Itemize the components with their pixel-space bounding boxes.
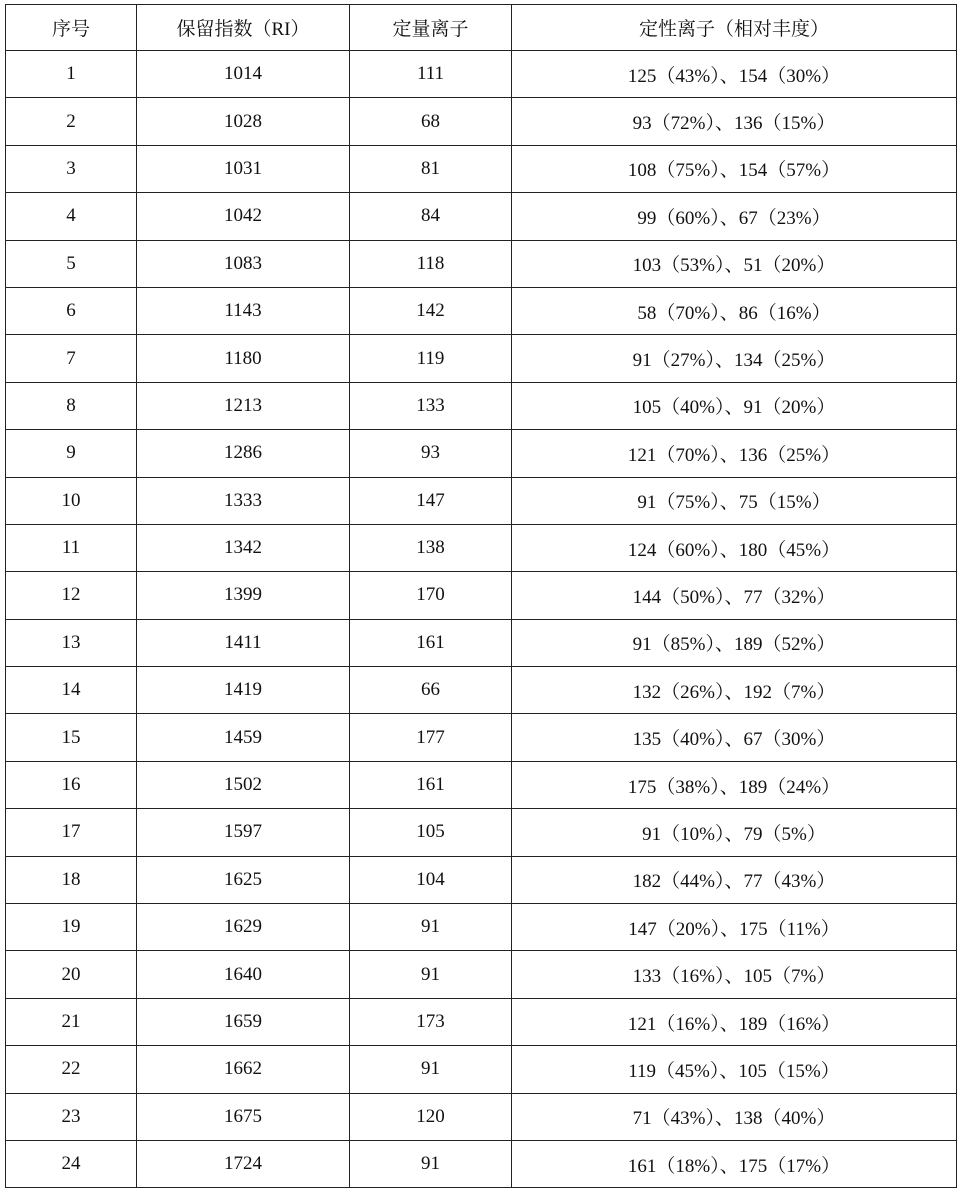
ion-data-table [5, 4, 957, 1188]
cell-retention-index: 1286 [137, 430, 350, 477]
cell-qual-ions: 91（10%）、79（5%） [512, 809, 957, 856]
cell-retention-index: 1031 [137, 145, 350, 192]
header-retention-index: 保留指数（RI） [137, 5, 350, 51]
cell-index: 22 [6, 1046, 137, 1093]
cell-qual-ions: 132（26%）、192（7%） [512, 667, 957, 714]
cell-qual-ions: 182（44%）、77（43%） [512, 856, 957, 903]
cell-quant-ion: 91 [350, 904, 512, 951]
cell-quant-ion: 119 [350, 335, 512, 382]
cell-retention-index: 1629 [137, 904, 350, 951]
cell-retention-index: 1625 [137, 856, 350, 903]
cell-index: 7 [6, 335, 137, 382]
table-row [6, 809, 957, 856]
cell-qual-ions: 133（16%）、105（7%） [512, 951, 957, 998]
cell-quant-ion: 120 [350, 1093, 512, 1140]
cell-quant-ion: 147 [350, 477, 512, 524]
cell-qual-ions: 175（38%）、189（24%） [512, 761, 957, 808]
table-row [6, 619, 957, 666]
cell-index: 14 [6, 667, 137, 714]
cell-index: 18 [6, 856, 137, 903]
cell-retention-index: 1342 [137, 524, 350, 571]
cell-qual-ions: 71（43%）、138（40%） [512, 1093, 957, 1140]
cell-retention-index: 1213 [137, 382, 350, 429]
cell-quant-ion: 133 [350, 382, 512, 429]
table-row [6, 667, 957, 714]
cell-quant-ion: 118 [350, 240, 512, 287]
cell-qual-ions: 91（75%）、75（15%） [512, 477, 957, 524]
cell-index: 15 [6, 714, 137, 761]
cell-quant-ion: 161 [350, 619, 512, 666]
cell-quant-ion: 66 [350, 667, 512, 714]
cell-qual-ions: 103（53%）、51（20%） [512, 240, 957, 287]
cell-qual-ions: 135（40%）、67（30%） [512, 714, 957, 761]
cell-quant-ion: 105 [350, 809, 512, 856]
table-row [6, 1140, 957, 1187]
table-row [6, 98, 957, 145]
cell-quant-ion: 91 [350, 1046, 512, 1093]
cell-retention-index: 1724 [137, 1140, 350, 1187]
table-row [6, 430, 957, 477]
cell-qual-ions: 119（45%）、105（15%） [512, 1046, 957, 1093]
cell-index: 23 [6, 1093, 137, 1140]
cell-index: 17 [6, 809, 137, 856]
table-row [6, 856, 957, 903]
cell-retention-index: 1662 [137, 1046, 350, 1093]
table-row [6, 145, 957, 192]
cell-retention-index: 1333 [137, 477, 350, 524]
cell-index: 12 [6, 572, 137, 619]
cell-index: 3 [6, 145, 137, 192]
table-row [6, 904, 957, 951]
table-row [6, 382, 957, 429]
table-row [6, 193, 957, 240]
cell-retention-index: 1459 [137, 714, 350, 761]
cell-index: 5 [6, 240, 137, 287]
table-row [6, 761, 957, 808]
cell-index: 8 [6, 382, 137, 429]
table-header [6, 5, 957, 51]
cell-index: 16 [6, 761, 137, 808]
header-index: 序号 [6, 5, 137, 51]
cell-qual-ions: 125（43%）、154（30%） [512, 51, 957, 98]
cell-quant-ion: 81 [350, 145, 512, 192]
header-quant-ion: 定量离子 [350, 5, 512, 51]
table-row [6, 51, 957, 98]
table-row [6, 287, 957, 334]
table-row [6, 998, 957, 1045]
cell-retention-index: 1014 [137, 51, 350, 98]
cell-index: 20 [6, 951, 137, 998]
cell-qual-ions: 91（85%）、189（52%） [512, 619, 957, 666]
cell-retention-index: 1419 [137, 667, 350, 714]
cell-quant-ion: 138 [350, 524, 512, 571]
table-row [6, 572, 957, 619]
cell-retention-index: 1143 [137, 287, 350, 334]
cell-retention-index: 1675 [137, 1093, 350, 1140]
cell-quant-ion: 91 [350, 1140, 512, 1187]
cell-retention-index: 1597 [137, 809, 350, 856]
cell-retention-index: 1028 [137, 98, 350, 145]
cell-index: 10 [6, 477, 137, 524]
table-row [6, 335, 957, 382]
cell-quant-ion: 142 [350, 287, 512, 334]
header-qual-ions: 定性离子（相对丰度） [512, 5, 957, 51]
cell-index: 24 [6, 1140, 137, 1187]
cell-quant-ion: 111 [350, 51, 512, 98]
cell-qual-ions: 108（75%）、154（57%） [512, 145, 957, 192]
table-row [6, 1046, 957, 1093]
cell-qual-ions: 58（70%）、86（16%） [512, 287, 957, 334]
cell-index: 6 [6, 287, 137, 334]
cell-qual-ions: 121（70%）、136（25%） [512, 430, 957, 477]
cell-retention-index: 1502 [137, 761, 350, 808]
cell-retention-index: 1083 [137, 240, 350, 287]
cell-qual-ions: 161（18%）、175（17%） [512, 1140, 957, 1187]
cell-qual-ions: 121（16%）、189（16%） [512, 998, 957, 1045]
cell-qual-ions: 91（27%）、134（25%） [512, 335, 957, 382]
cell-quant-ion: 91 [350, 951, 512, 998]
cell-retention-index: 1399 [137, 572, 350, 619]
cell-index: 21 [6, 998, 137, 1045]
table-row [6, 714, 957, 761]
cell-index: 19 [6, 904, 137, 951]
cell-qual-ions: 147（20%）、175（11%） [512, 904, 957, 951]
cell-qual-ions: 99（60%）、67（23%） [512, 193, 957, 240]
cell-retention-index: 1042 [137, 193, 350, 240]
cell-quant-ion: 173 [350, 998, 512, 1045]
cell-index: 1 [6, 51, 137, 98]
table-row [6, 524, 957, 571]
cell-quant-ion: 161 [350, 761, 512, 808]
cell-index: 2 [6, 98, 137, 145]
cell-index: 4 [6, 193, 137, 240]
cell-retention-index: 1411 [137, 619, 350, 666]
header-row [6, 5, 957, 51]
cell-index: 11 [6, 524, 137, 571]
cell-retention-index: 1180 [137, 335, 350, 382]
cell-quant-ion: 84 [350, 193, 512, 240]
table-row [6, 951, 957, 998]
cell-quant-ion: 170 [350, 572, 512, 619]
table-body [6, 51, 957, 1188]
cell-retention-index: 1659 [137, 998, 350, 1045]
table-row [6, 1093, 957, 1140]
cell-index: 9 [6, 430, 137, 477]
table-row [6, 477, 957, 524]
cell-qual-ions: 105（40%）、91（20%） [512, 382, 957, 429]
cell-retention-index: 1640 [137, 951, 350, 998]
cell-quant-ion: 104 [350, 856, 512, 903]
cell-quant-ion: 93 [350, 430, 512, 477]
cell-quant-ion: 177 [350, 714, 512, 761]
cell-qual-ions: 144（50%）、77（32%） [512, 572, 957, 619]
cell-quant-ion: 68 [350, 98, 512, 145]
cell-index: 13 [6, 619, 137, 666]
cell-qual-ions: 93（72%）、136（15%） [512, 98, 957, 145]
cell-qual-ions: 124（60%）、180（45%） [512, 524, 957, 571]
table-row [6, 240, 957, 287]
